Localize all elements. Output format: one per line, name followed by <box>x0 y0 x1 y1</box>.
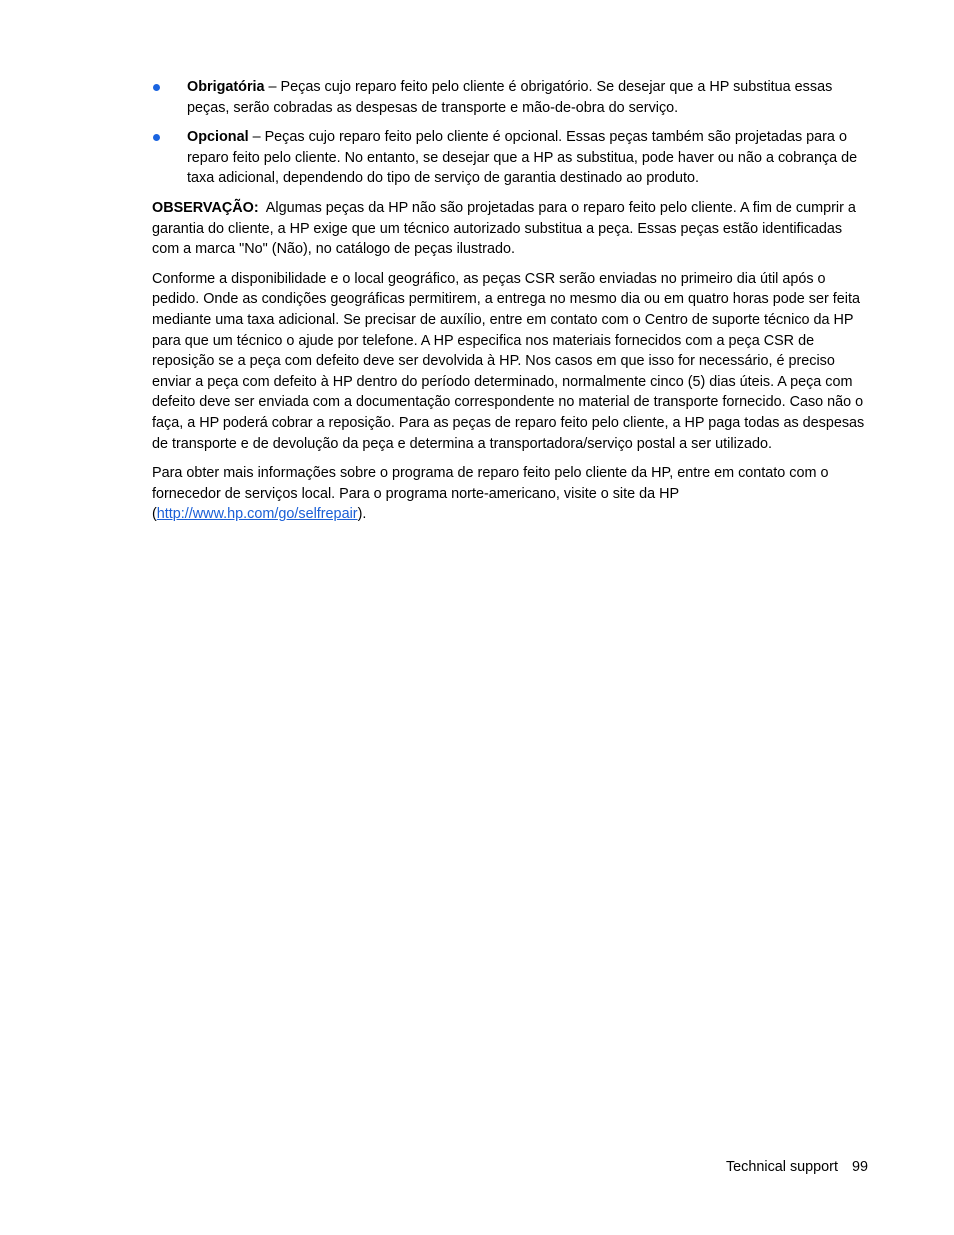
info-text-after: ). <box>357 506 367 523</box>
info-text-before: Para obter mais informações sobre o programa de reparo feito pelo cliente da HP, entre em contato com o fornecedor de serviços local. Para o programa norte-americano, visite o site da HP ( <box>152 465 829 523</box>
availability-paragraph: Conforme a disponibilidade e o local geográfico, as peças CSR serão enviadas no primeiro dia útil após o pedido. Onde as condições geográficas permitirem, a entrega no mesmo dia ou em quatro horas pode ser feita mediante uma taxa adicional. Se precisar de auxílio, entre em contato com o Centro de suporte técnico da HP para que um técnico o ajude por telefone. A HP especifica nos materiais fornecidos com a peça CSR de reposição se a peça com defeito deve ser devolvida à HP. Nos casos em que isso for necessário, é preciso enviar a peça com defeito à HP dentro do período determinado, normalmente cinco (5) dias úteis. A peça com defeito deve ser enviada com a documentação correspondente no material de transporte fornecido. Caso não o faça, a HP poderá cobrar a reposição. Para as peças de reparo feito pelo cliente, a HP paga todas as despesas de transporte e de devolução da peça e determina a transportadora/serviço postal a ser utilizado. <box>152 270 865 452</box>
note-text: Algumas peças da HP não são projetadas para o reparo feito pelo cliente. A fim de cumprir a garantia do cliente, a HP exige que um técnico autorizado substitua a peça. Essas peças estão identificadas com a marca "No" (Não), no catálogo de peças ilustrado. <box>152 199 860 258</box>
note-label: OBSERVAÇÃO: <box>152 199 259 216</box>
selfrepair-link[interactable]: http://www.hp.com/go/selfrepair <box>156 506 358 523</box>
list-item <box>152 77 870 118</box>
page-footer <box>726 1157 868 1177</box>
footer-section-title: Technical support <box>725 1159 838 1175</box>
bullet-term: Obrigatória <box>187 79 265 95</box>
document-body <box>152 77 870 534</box>
info-paragraph <box>152 463 870 525</box>
bullet-term: Opcional <box>187 129 249 146</box>
list-item <box>152 127 870 189</box>
bullet-icon <box>153 134 160 141</box>
note-paragraph <box>152 198 870 260</box>
bullet-icon <box>153 84 160 91</box>
bullet-text: – Peças cujo reparo feito pelo cliente é obrigatório. Se desejar que a HP substitua essas peças, serão cobradas as despesas de transporte e mão-de-obra do serviço. <box>187 79 833 116</box>
bullet-list <box>152 77 870 189</box>
page-number: 99 <box>851 1159 868 1175</box>
bullet-text: – Peças cujo reparo feito pelo cliente é opcional. Essas peças também são projetadas para o reparo feito pelo cliente. No entanto, se desejar que a HP as substitua, pode haver ou não a cobrança de taxa adicional, dependendo do tipo de serviço de garantia destinado ao produto. <box>187 129 858 187</box>
